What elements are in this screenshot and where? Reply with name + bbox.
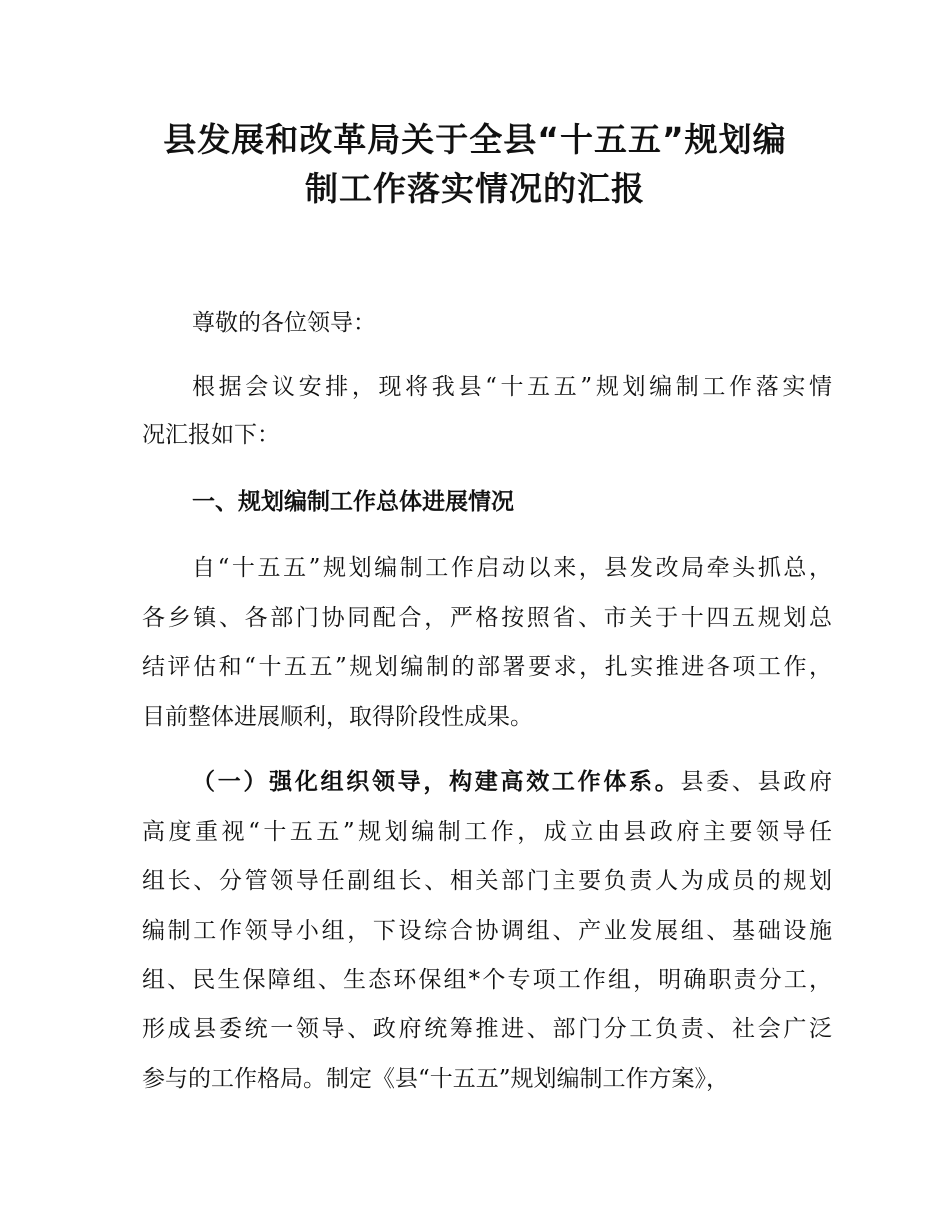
salutation: 尊敬的各位领导：: [192, 310, 376, 336]
paragraph-2-line-2: 高度重视“十五五”规划编制工作，成立由县政府主要领导任: [142, 819, 832, 845]
paragraph-2-line-6: 形成县委统一领导、政府统筹推进、部门分工负责、社会广泛: [142, 1016, 832, 1042]
document-title-line-1: 县发展和改革局关于全县“十五五”规划编: [163, 120, 787, 159]
paragraph-2-line-5: 组、民生保障组、生态环保组*个专项工作组，明确职责分工，: [142, 967, 832, 993]
section-heading-1: 一、规划编制工作总体进展情况: [192, 489, 514, 515]
paragraph-2-line-3: 组长、分管领导任副组长、相关部门主要负责人为成员的规划: [142, 868, 832, 894]
paragraph-2-line-7: 参与的工作格局。制定《县“十五五”规划编制工作方案》，: [142, 1066, 730, 1092]
paragraph-1-line-1: 自“十五五”规划编制工作启动以来，县发改局牵头抓总，: [192, 555, 832, 581]
intro-line-1: 根据会议安排，现将我县“十五五”规划编制工作落实情: [192, 374, 832, 400]
paragraph-1-line-3: 结评估和“十五五”规划编制的部署要求，扎实推进各项工作，: [142, 654, 832, 680]
paragraph-2-lead: （一）强化组织领导，构建高效工作体系。: [192, 769, 681, 795]
intro-line-2: 况汇报如下：: [142, 422, 280, 448]
paragraph-2-line-1-rest: 县委、县政府: [680, 769, 833, 795]
paragraph-2-line-4: 编制工作领导小组，下设综合协调组、产业发展组、基础设施: [142, 918, 832, 944]
paragraph-2-line-1: [192, 758, 832, 806]
paragraph-1-line-2: 各乡镇、各部门协同配合，严格按照省、市关于十四五规划总: [142, 605, 832, 631]
paragraph-1-line-4: 目前整体进展顺利，取得阶段性成果。: [142, 704, 533, 730]
document-title-line-2: 制工作落实情况的汇报: [305, 169, 645, 208]
